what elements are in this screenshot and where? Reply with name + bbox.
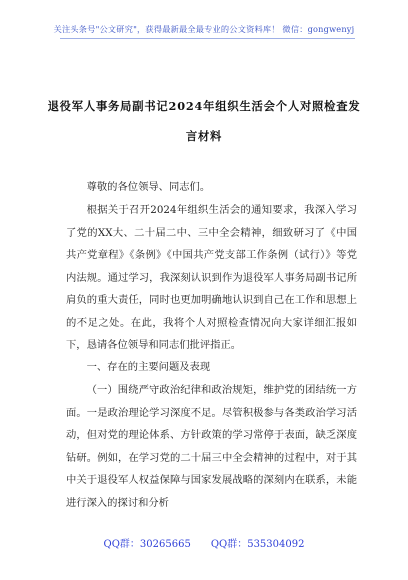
document-title-line2: 言材料 <box>185 129 223 143</box>
footer-qq-group-2: QQ群：535304092 <box>210 539 305 550</box>
header-promo-note: 关注头条号"公文研究"，获得最新最全最专业的公文资料库！ 微信：gongwenyj <box>53 24 355 34</box>
greeting: 尊敬的各位领导、同志们。 <box>86 181 211 193</box>
section1-paragraph1: （一）围绕严守政治纪律和政治规矩，维护党的团结统一方面。一是政治理论学习深度不足。尽管积极参与各类政治学习活动，但对党的理论体系、方针政策的学习常停于表面，缺乏深度钻研。例如，在学习党的二十届三中全会精神的过程中，对于其中关于退役军人权益保障与国家发展战略的深刻内在联系，未能进行深入的探讨和分析 <box>66 384 357 509</box>
footer-qq-group-1: QQ群：30265665 <box>103 539 191 550</box>
header-divider <box>60 38 355 39</box>
intro-paragraph: 根据关于召开2024年组织生活会的通知要求，我深入学习了党的XX大、二十届二中、三中全会精神，细致研习了《中国共产党章程》《条例》《中国共产党支部工作条例（试行）》等党内法规。通过学习，我深刻认识到作为退役军人事务局副书记所肩负的重大责任，同时也更加明确地认识到自己在工作和思想上的不足之处。在此，我将个人对照检查情况向大家详细汇报如下，恳请各位领导和同志们批评指正。 <box>66 204 357 351</box>
section1-heading: 一、存在的主要问题及表现 <box>86 361 211 373</box>
footer-contact <box>0 535 408 550</box>
document-title-line1: 退役军人事务局副书记2024年组织生活会个人对照检查发 <box>47 99 361 113</box>
